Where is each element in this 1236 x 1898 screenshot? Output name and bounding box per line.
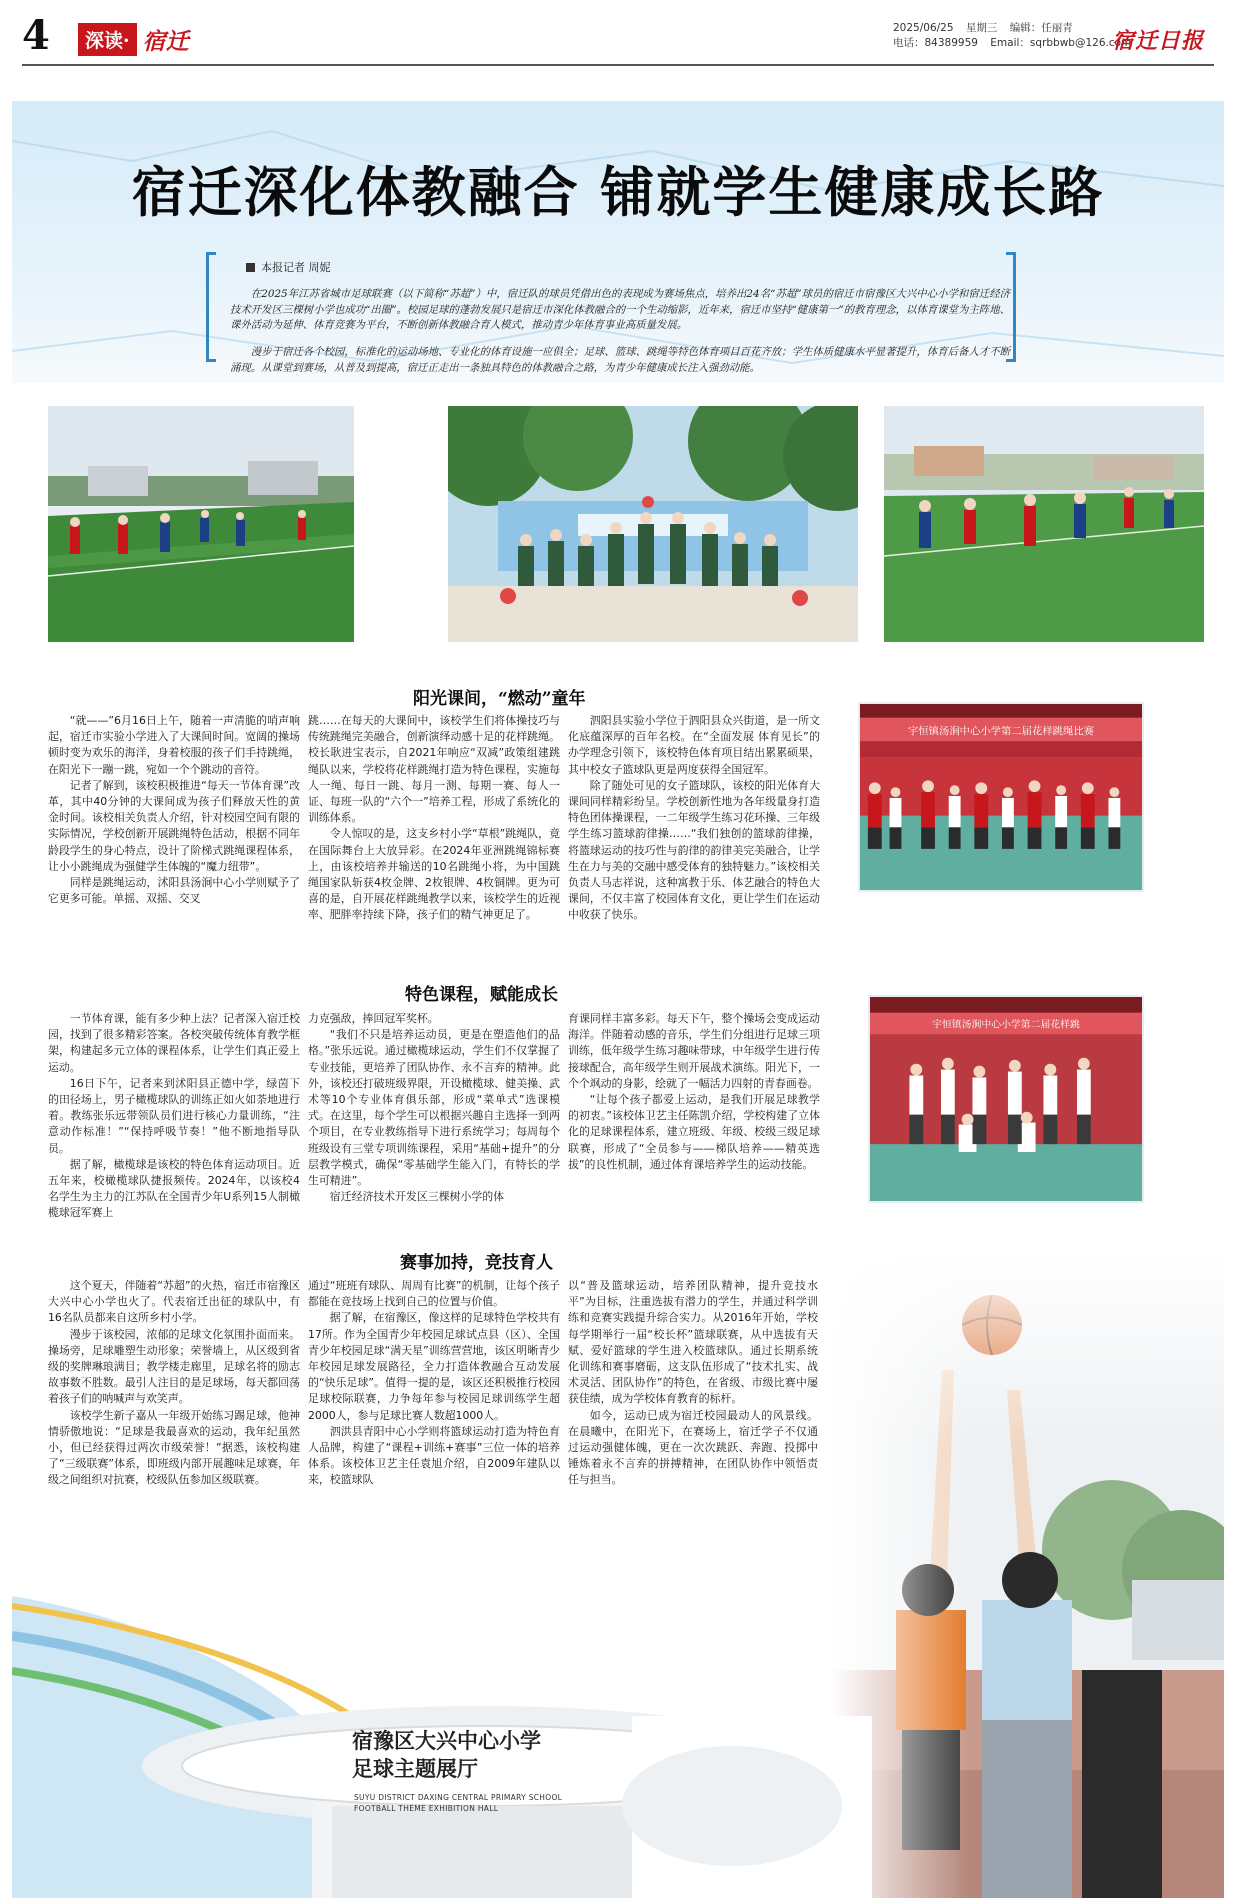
hall-en-line: SUYU DISTRICT DAXING CENTRAL PRIMARY SCHOOL — [354, 1793, 563, 1802]
paragraph: 泗洪县青阳中心小学则将篮球运动打造为特色育人品牌，构建了“课程+训练+赛事”三位一体的培养体系。该校体卫艺主任袁旭介绍，自2009年建队以来，校篮球队 — [308, 1424, 560, 1487]
paragraph: 力克强敌，捧回冠军奖杯。 — [308, 1012, 439, 1025]
masthead-rule — [22, 64, 1214, 66]
paragraph: 如今，运动已成为宿迁校园最动人的风景线。在晨曦中，在阳光下，在赛场上，宿迁学子不仅通过运动强健体魄，更在一次次跳跃、奔跑、投掷中锤炼着永不言弃的拼搏精神，在团队协作中领悟责任与担当。 — [568, 1408, 818, 1487]
banner-pattern — [12, 101, 1224, 383]
photo-basketball-jump-ball — [832, 1250, 1224, 1898]
byline-text: 本报记者 周妮 — [261, 261, 331, 274]
article-column — [48, 713, 300, 975]
dance-banner-text: 宇恒镇汤涧中心小学第二届花样跳 — [932, 1019, 1080, 1031]
headline: 宿迁深化体教融合 铺就学生健康成长路 — [131, 160, 1105, 224]
article-column — [568, 1011, 820, 1259]
article-column — [48, 1011, 300, 1259]
photo-rope-performance-stage — [448, 406, 858, 642]
page-number: 4 — [22, 12, 50, 59]
photo-football-training — [884, 406, 1204, 642]
paragraph: 该校学生新子嘉从一年级开始练习踢足球，他神情骄傲地说：“足球是我最喜欢的运动，我年纪虽然小，但已经获得过两次市级荣誉！”据悉，该校构建了“三级联赛”体系，即班级内部开展趣味足球赛，年级之间组织对抗赛，校级队伍参加区级联赛。 — [48, 1408, 300, 1487]
hall-name-line: 足球主题展厅 — [352, 1756, 478, 1781]
contest-banner-text: 宇恒镇汤涧中心小学第二届花样跳绳比赛 — [907, 725, 1095, 738]
section-title: 特色课程，赋能成长 — [405, 985, 558, 1005]
article-column — [308, 713, 560, 975]
photo-rope-skipping-contest — [858, 702, 1144, 892]
paragraph: 跳……在每天的大课间中，该校学生们将体操技巧与传统跳绳完美融合，创新演绎动感十足的花样跳绳。校长耿进宝表示，自2021年响应“双减”政策组建跳绳队以来，学校将花样跳绳打造为特色课程，实施每人一绳、每日一跳、每月一测、每期一赛、每人一证、每班一队的“六个一”培养工程，形成了系统化的训练体系。 — [308, 714, 560, 825]
paragraph: “我们不只是培养运动员，更是在塑造他们的品格。”张乐远说。通过橄榄球运动，学生们不仅掌握了专业技能，更培养了团队协作、永不言弃的精神。此外，该校还打破班级界限，开设橄榄球、健美操、武术等10个专业体育俱乐部，形成“菜单式”选课模式。在这里，每个学生可以根据兴趣自主选择一到两个项目，在专业教练指导下进行系统学习；每周每个班级设有三堂专项训练课程，采用“基础+提升”的分层教学模式，确保“零基础学生能入门，有特长的学生可精进”。 — [308, 1028, 560, 1188]
hall-name-line: 宿豫区大兴中心小学 — [352, 1728, 541, 1753]
issue-meta — [893, 21, 1140, 51]
title-banner — [12, 101, 1224, 383]
paragraph: 同样是跳绳运动，沭阳县汤涧中心小学则赋予了它更多可能。单摇、双摇、交叉 — [48, 876, 300, 906]
paragraph: 据了解，橄榄球是该校的特色体育运动项目。近五年来，校橄榄球队捷报频传。2024年，以该校4名学生为主力的江苏队在全国青少年U系列15人制橄榄球冠军赛上 — [48, 1157, 300, 1220]
byline — [246, 259, 331, 275]
issue-email: Email：sqrbbwb@126.com — [990, 37, 1132, 49]
issue-weekday: 星期三 — [965, 22, 998, 34]
section-tag — [78, 22, 189, 56]
paragraph: 记者了解到，该校积极推进“每天一节体育课”改革，其中40分钟的大课间成为孩子们释放天性的黄金时间。该校相关负责人介绍，针对校园空间有限的实际情况，学校创新开展跳绳特色活动，根据不同年龄段学生的身心特点，设计了阶梯式跳绳课程体系，让小小跳绳成为强健学生体魄的“魔力纽带”。 — [48, 778, 300, 873]
paragraph: 泗阳县实验小学位于泗阳县众兴街道，是一所文化底蕴深厚的百年名校。在“全面发展 体育见长”的办学理念引领下，该校特色体育项目结出累累硕果，其中校女子篮球队更是两度获得全国冠军。 — [568, 714, 820, 776]
byline-square-icon — [246, 263, 255, 272]
lead-paragraph: 在2025年江苏省城市足球联赛（以下简称“苏超”）中，宿迁队的球员凭借出色的表现成为赛场焦点，培养出24名“苏超”球员的宿迁市宿豫区大兴中心小学和宿迁经济技术开发区三棵树小学也成功“出圈”。校园足球的蓬勃发展只是宿迁市深化体教融合的一个生动缩影，近年来，宿迁市坚持“健康第一”的教育理念，以体育课堂为主阵地、课外活动为延伸、体育竞赛为平台，不断创新体教融合育人模式，推动青少年体育事业高质量发展。 — [230, 288, 1010, 331]
section-title: 赛事加持，竞技育人 — [400, 1253, 553, 1273]
newspaper-logo: 宿迁日报 — [1112, 28, 1205, 54]
section-city: 宿迁 — [142, 27, 189, 55]
photo-dance-group — [868, 995, 1144, 1203]
exhibition-hall-english — [354, 1792, 562, 1814]
article-column — [48, 1278, 300, 1548]
lead-bracket-left — [206, 252, 216, 362]
hall-en-line: FOOTBALL THEME EXHIBITION HALL — [354, 1804, 499, 1813]
paragraph: “就——”6月16日上午，随着一声清脆的哨声响起，宿迁市实验小学进入了大课间时间。宽阔的操场顿时变为欢乐的海洋，身着校服的孩子们手持跳绳，在阳光下一蹦一跳，宛如一个个跳动的音符。 — [48, 714, 300, 776]
paragraph: 令人惊叹的是，这支乡村小学“草根”跳绳队，竟在国际舞台上大放异彩。在2024年亚洲跳绳锦标赛上，由该校培养并输送的10名跳绳小将，为中国跳绳国家队斩获4枚金牌、2枚银牌、4枚铜牌。更为可喜的是，自开展花样跳绳教学以来，该校学生的近视率、肥胖率持续下降，孩子们的精气神更足了。 — [308, 827, 560, 922]
issue-date: 2025/06/25 — [893, 22, 954, 34]
section-title: 阳光课间，“燃动”童年 — [413, 689, 586, 709]
paragraph: 除了随处可见的女子篮球队，该校的阳光体育大课间同样精彩纷呈。学校创新性地为各年级量身打造特色团体操课程，一二年级学生练习花环操、三年级学生练习篮球韵律操……“我们独创的篮球韵律操，将篮球运动的技巧性与韵律的韵律美完美融合，让学生在力与美的交融中感受体育的独特魅力。”该校相关负责人马志祥说，这种寓教于乐、体艺融合的特色大课间，不仅丰富了校园体育文化，更让学生们在运动中收获了快乐。 — [568, 778, 820, 922]
paragraph: 漫步于该校园，浓郁的足球文化氛围扑面而来。操场旁，足球雕塑生动形象；荣誉墙上，从区级到省级的奖牌琳琅满目；教学楼走廊里，足球名将的励志故事数不胜数。最引人注目的是足球场，每天都回荡着孩子们的呐喊声与欢笑声。 — [48, 1327, 300, 1406]
photo-skipping-rope-field — [48, 406, 354, 642]
paragraph: 宿迁经济技术开发区三棵树小学的体 — [329, 1190, 505, 1204]
paragraph: 育课同样丰富多彩。每天下午，整个操场会变成运动海洋。伴随着动感的音乐，学生们分组进行足球三项训练，低年级学生练习趣味带球，中年级学生进行传接球配合，高年级学生则开展战术演练。阳光下，一个个飒动的身影，绘就了一幅活力四射的青春画卷。 — [568, 1012, 820, 1090]
paragraph: “让每个孩子都爱上运动，是我们开展足球教学的初衷。”该校体卫艺主任陈凯介绍，学校构建了立体化的足球课程体系，建立班级、年级、校级三级足球联赛，形成了“全员参与——梯队培养——精英选拔”的良性机制，通过体育课培养学生的运动技能。 — [568, 1093, 820, 1171]
paragraph: 据了解，在宿豫区，像这样的足球特色学校共有17所。作为全国青少年校园足球试点县（区）、全国青少年校园足球“满天星”训练营营地，该区明晰青少年校园足球发展路径，全力打造体教融合互动发展的“快乐足球”。值得一提的是，该区还积极推行校园足球校际联赛，力争每年参与校园足球训练学生超2000人，参与足球比赛人数超1000人。 — [308, 1311, 560, 1422]
article-column — [308, 1011, 560, 1259]
issue-editor: 编辑：任丽青 — [1009, 22, 1073, 34]
paragraph: 16日下午，记者来到沭阳县正德中学，绿茵下的田径场上，男子橄榄球队的训练正如火如荼地进行着。教练张乐远带领队员们进行核心力量训练，“注意动作标准！”“保持呼吸节奏！”他不断地指导队员。 — [48, 1076, 300, 1155]
exhibition-hall-name — [352, 1727, 541, 1783]
article-column — [308, 1278, 560, 1548]
paragraph: 通过“班班有球队、周周有比赛”的机制，让每个孩子都能在竞技场上找到自己的位置与价值。 — [308, 1279, 560, 1309]
paragraph: 这个夏天，伴随着“苏超”的火热，宿迁市宿豫区大兴中心小学也火了。代表宿迁出征的球队中，有16名队员都来自这所乡村小学。 — [48, 1279, 300, 1325]
article-column — [568, 1278, 818, 1548]
paragraph: 一节体育课，能有多少种上法？记者深入宿迁校园，找到了很多精彩答案。各校突破传统体育教学框架，构建起多元立体的课程体系，让学生们真正爱上运动。 — [48, 1012, 300, 1074]
lead-paragraph: 漫步于宿迁各个校园，标准化的运动场地、专业化的体育设施一应俱全；足球、篮球、跳绳等特色体育项目百花齐放；学生体质健康水平显著提升，体育后备人才不断涌现。从课堂到赛场，从普及到提高，宿迁正走出一条独具特色的体教融合之路，为青少年健康成长注入强劲动能。 — [230, 346, 1010, 374]
issue-phone: 电话：84389959 — [893, 37, 978, 49]
masthead — [0, 0, 1236, 64]
section-label: 深读· — [78, 23, 137, 56]
paragraph: 以“普及篮球运动，培养团队精神，提升竞技水平”为目标，注重选拔有潜力的学生，并通过科学训练和竞赛实践提升综合实力。从2016年开始，学校每学期举行一届“校长杯”篮球联赛，从中选拔有天赋、爱好篮球的学生进入校篮球队。通过长期系统化训练和赛事磨砺，这支队伍形成了“技术扎实、战术灵活、团队协作”的特色，在省级、市级比赛中屡获佳绩，成为学校体育教育的标杆。 — [568, 1279, 818, 1406]
article-column — [568, 713, 820, 975]
